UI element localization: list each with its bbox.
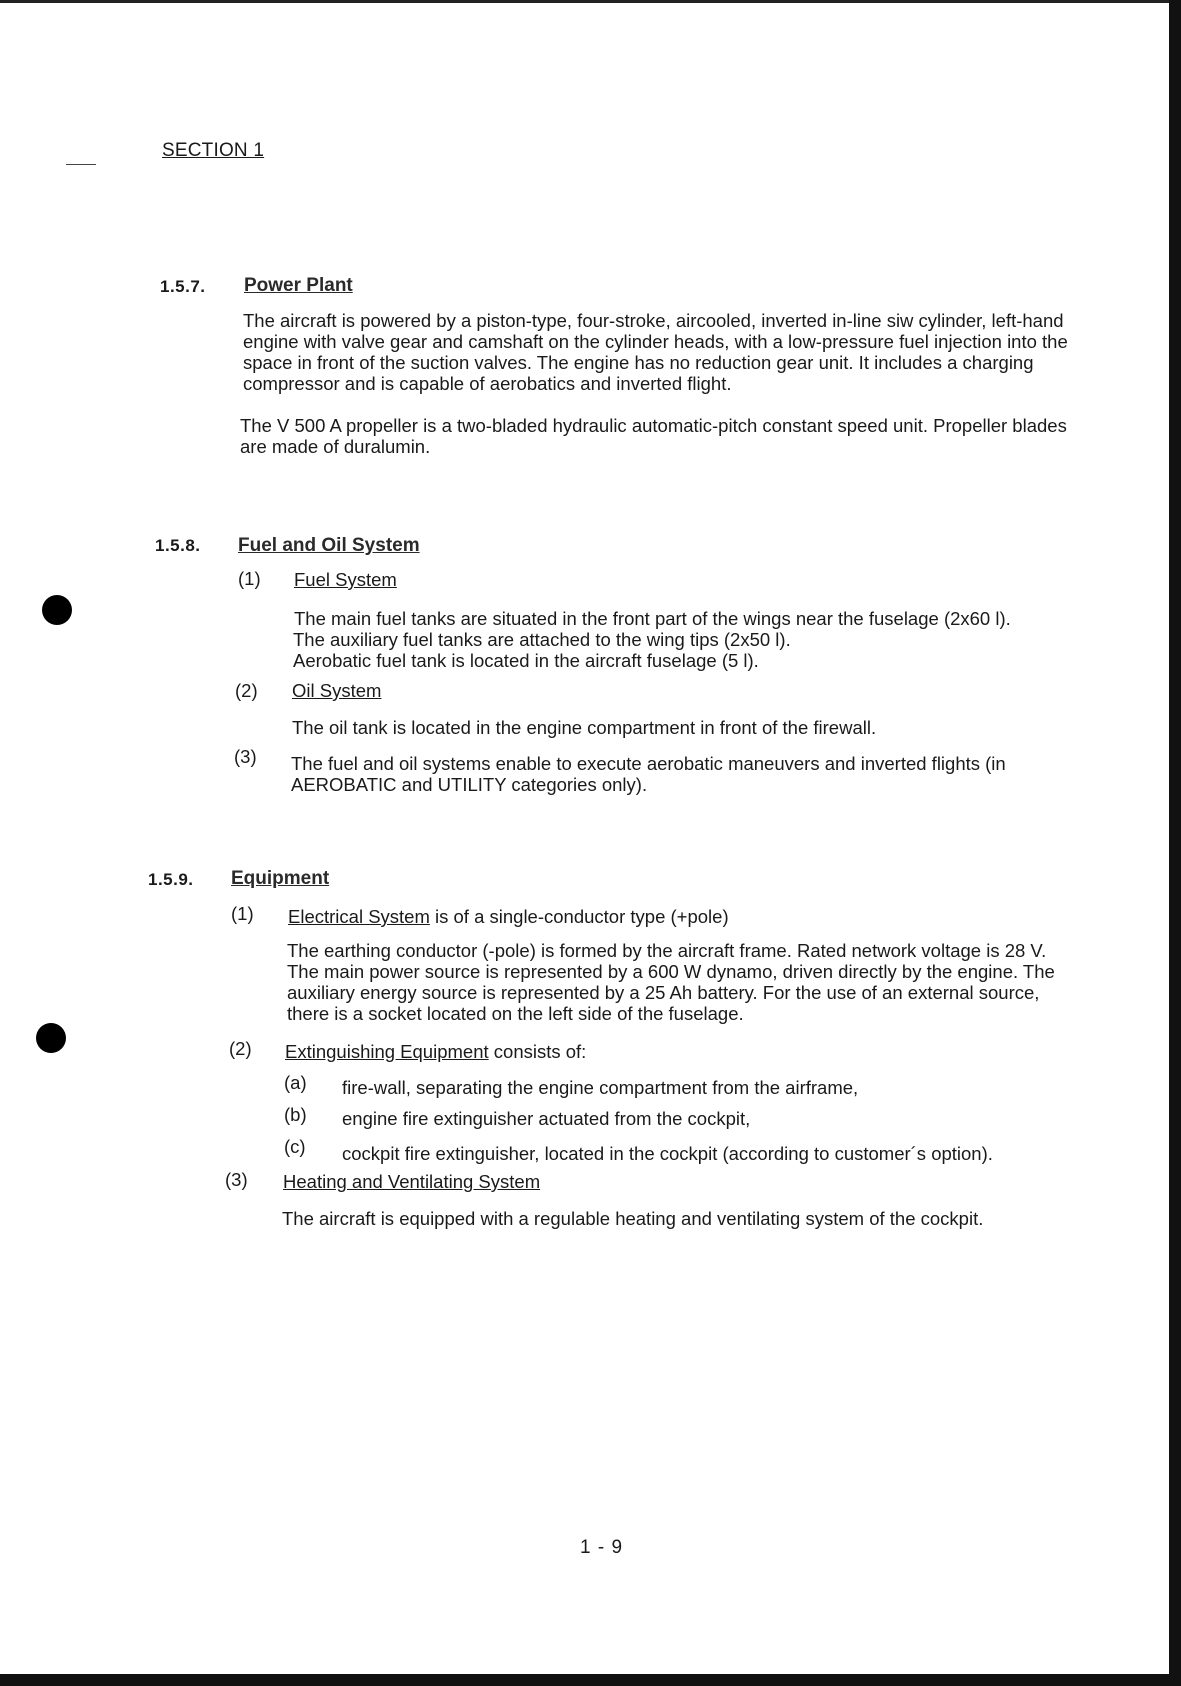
item-title-heating-ventilating: Heating and Ventilating System [283,1171,541,1192]
scan-bottom-edge [0,1674,1181,1686]
subitem-number: (b) [284,1104,307,1125]
subitem-text: engine fire extinguisher actuated from the cockpit, [342,1108,751,1129]
section-number: 1.5.7. [160,277,206,296]
item-title-oil-system: Oil System [292,680,382,701]
section-title: Fuel and Oil System [238,535,420,556]
propeller-paragraph: The V 500 A propeller is a two-bladed hydraulic automatic-pitch constant speed unit. Propeller blades are made of duralumin. [240,415,1067,457]
item-title-extinguishing-equipment [285,1041,586,1063]
item-number: (2) [235,680,258,701]
item-title-electrical-system [288,906,729,928]
section-title: Power Plant [244,275,353,296]
subitem-text: cockpit fire extinguisher, located in the cockpit (according to customer´s option). [342,1143,993,1164]
fuel-system-line: The main fuel tanks are situated in the front part of the wings near the fuselage (2x60 l). [294,608,1011,629]
oil-system-text: The oil tank is located in the engine compartment in front of the firewall. [292,717,877,738]
extinguishing-suffix: consists of: [488,1041,587,1062]
section-header: SECTION 1 [162,140,265,161]
page-number: 1 - 9 [580,1537,624,1558]
punch-hole [36,1023,66,1053]
item-number: (2) [229,1038,252,1059]
fuel-system-line: The auxiliary fuel tanks are attached to the wing tips (2x50 l). [293,629,791,650]
item-title-fuel-system: Fuel System [294,569,397,590]
item-number: (3) [225,1169,248,1190]
section-number: 1.5.9. [148,870,194,889]
fuel-system-line: Aerobatic fuel tank is located in the aircraft fuselage (5 l). [293,650,759,671]
subitem-number: (a) [284,1072,307,1093]
fuel-oil-systems-text: The fuel and oil systems enable to execute aerobatic maneuvers and inverted flights (in AEROBATIC and UTILITY categories only). [291,753,1006,795]
punch-hole [42,595,72,625]
subitem-text: fire-wall, separating the engine compartment from the airframe, [342,1077,859,1098]
margin-mark [66,164,96,165]
electrical-system-text: The earthing conductor (-pole) is formed by the aircraft frame. Rated network voltage is 28 V. The main power source is represented by a 600 W dynamo, driven directly by the engine. The auxiliary energy source is represented by a 25 Ah battery. For the use of an external source, there is a socket located on the left side of the fuselage. [287,940,1055,1024]
item-number: (1) [231,903,254,924]
electrical-system-suffix: is of a single-conductor type (+pole) [429,906,729,927]
item-number: (3) [234,746,257,767]
electrical-system-link-text: Electrical System [288,906,430,927]
scan-top-edge [0,0,1181,3]
item-number: (1) [238,568,261,589]
extinguishing-equipment-text: Extinguishing Equipment [285,1041,489,1062]
heating-ventilating-text: The aircraft is equipped with a regulable heating and ventilating system of the cockpit. [282,1208,984,1229]
power-plant-paragraph: The aircraft is powered by a piston-type, four-stroke, aircooled, inverted in-line siw cylinder, left-hand engine with valve gear and camshaft on the cylinder heads, with a low-pressure fuel injection into the space in front of the suction valves. The engine has no reduction gear unit. It includes a charging compressor and is capable of aerobatics and inverted flight. [243,310,1068,394]
section-title: Equipment [231,868,330,889]
section-number: 1.5.8. [155,536,201,555]
subitem-number: (c) [284,1136,306,1157]
scan-right-edge [1169,0,1181,1686]
